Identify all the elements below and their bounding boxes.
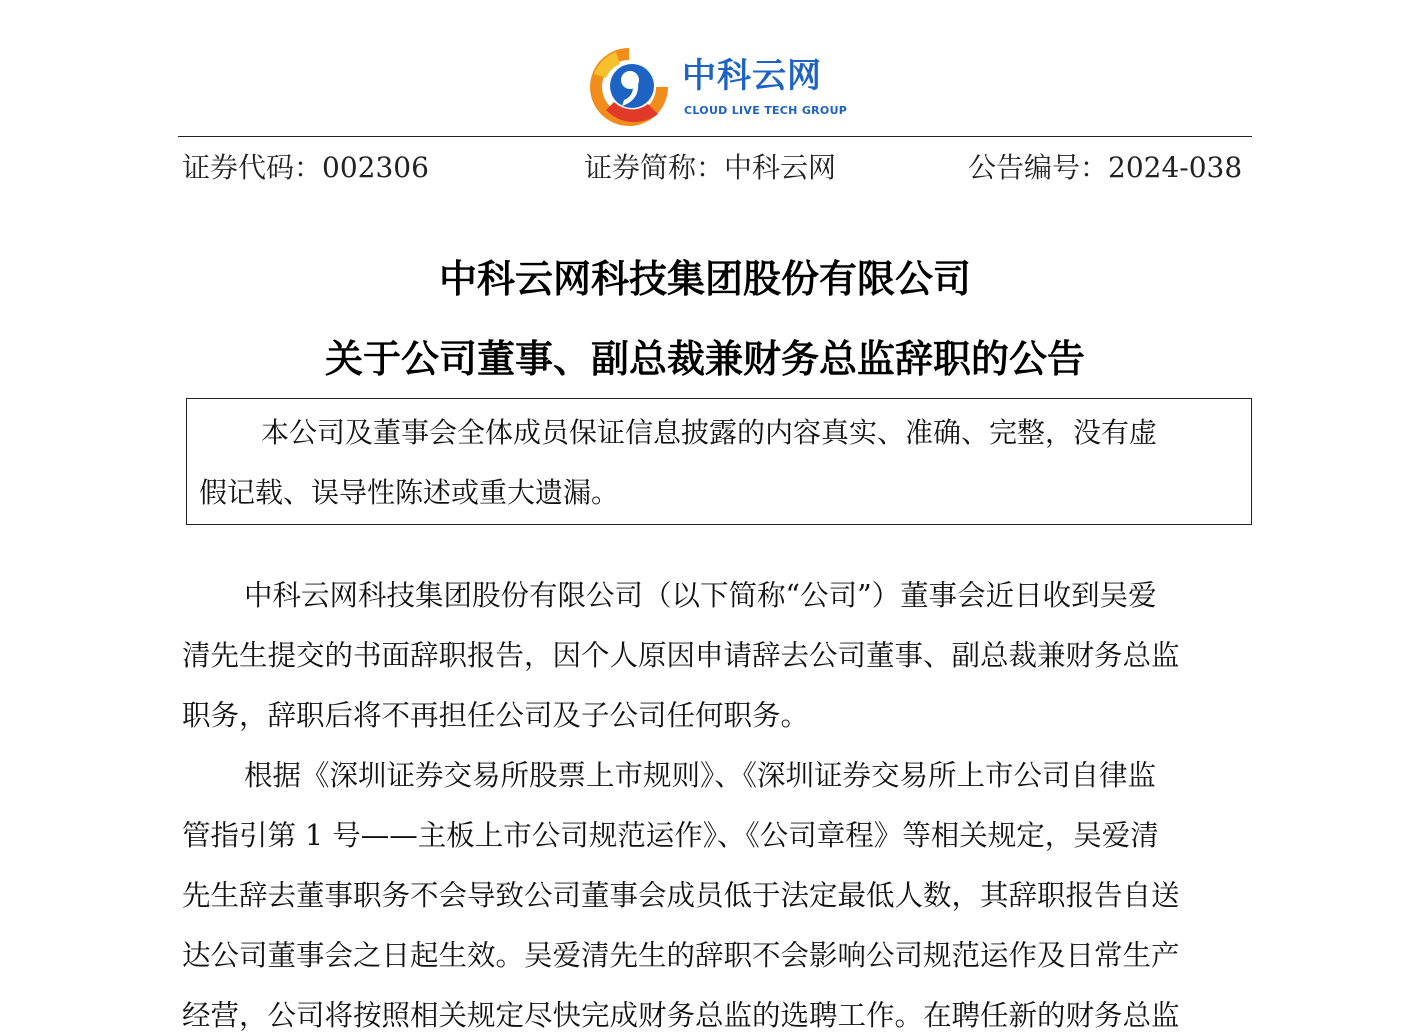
logo-text-cn: 中科云网 [682,56,822,96]
header-divider [178,136,1252,137]
statement-line: 本公司及董事会全体成员保证信息披露的内容真实、准确、完整，没有虚 [261,416,1158,449]
paragraph-line: 先生辞去董事职务不会导致公司董事会成员低于法定最低人数，其辞职报告自送 [182,879,1180,912]
document-title-subject: 关于公司董事、副总裁兼财务总监辞职的公告 [324,337,1085,381]
paragraph-line: 达公司董事会之日起生效。吴爱清先生的辞职不会影响公司规范运作及日常生产 [182,939,1180,972]
company-logo [586,44,846,130]
paragraph-line: 根据《深圳证券交易所股票上市规则》、《深圳证券交易所上市公司自律监 [244,759,1157,792]
stock-code: 证券代码：002306 [182,151,429,184]
paragraph-line: 管指引第 1 号——主板上市公司规范运作》、《公司章程》等相关规定，吴爱清 [182,819,1159,852]
paragraph-line: 清先生提交的书面辞职报告，因个人原因申请辞去公司董事、副总裁兼财务总监 [182,639,1180,672]
notice-number: 公告编号：2024-038 [968,151,1243,184]
paragraph-line: 中科云网科技集团股份有限公司（以下简称“公司”）董事会近日收到吴爱 [244,579,1157,612]
disclosure-statement-box [186,398,1252,525]
statement-line: 假记载、误导性陈述或重大遗漏。 [199,476,620,509]
paragraph-line: 职务，辞职后将不再担任公司及子公司任何职务。 [182,699,810,732]
logo-text-en: CLOUD LIVE TECH GROUP [684,104,848,117]
paragraph-line: 经营，公司将按照相关规定尽快完成财务总监的选聘工作。在聘任新的财务总监 [182,999,1180,1032]
document-title-company: 中科云网科技集团股份有限公司 [438,257,971,301]
logo-swirl-icon [586,44,672,130]
stock-abbreviation: 证券简称：中科云网 [584,151,837,184]
